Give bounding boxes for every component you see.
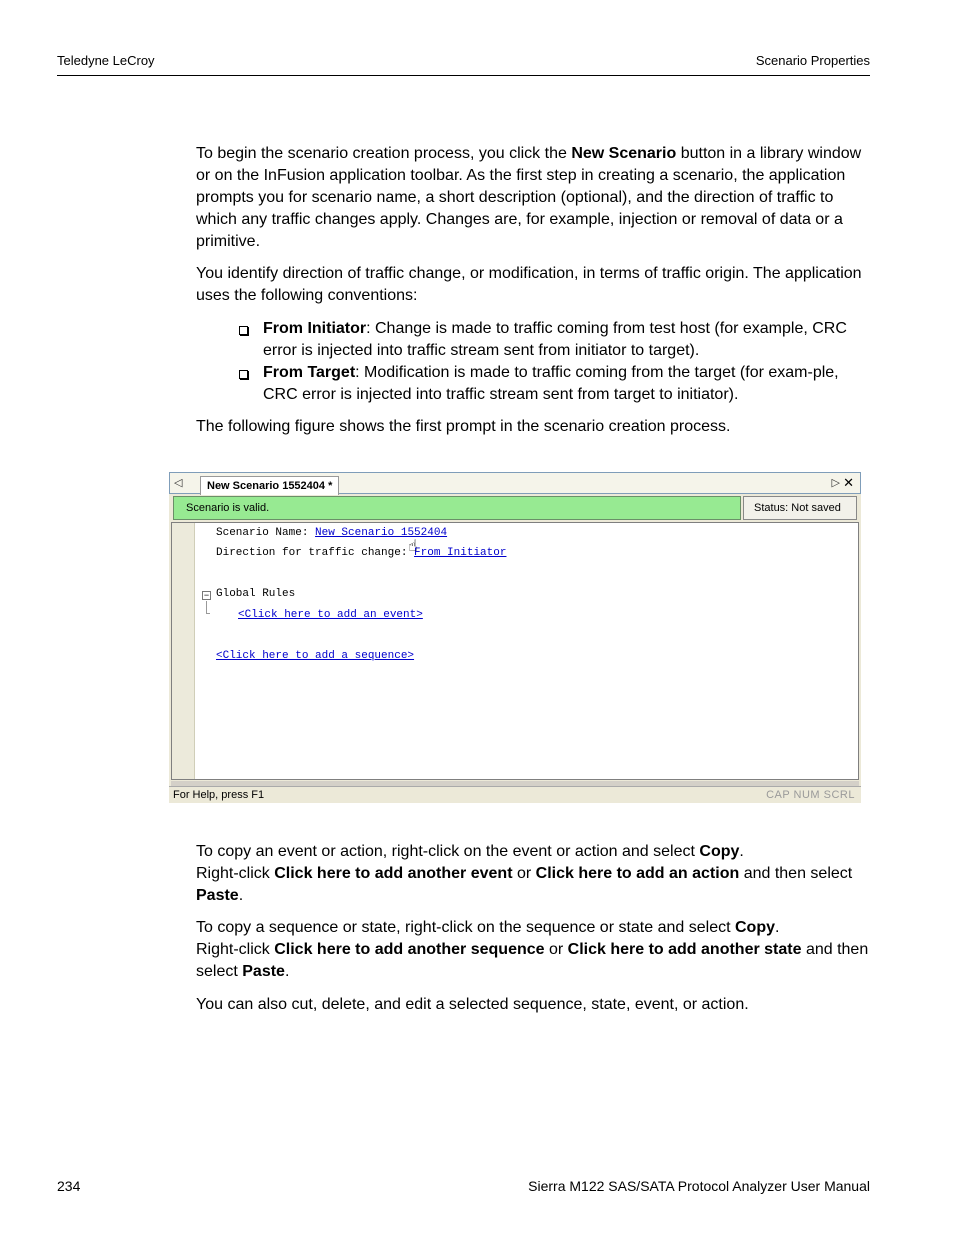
running-header-right: Scenario Properties (755, 53, 870, 68)
intro-paragraph-2 (196, 263, 871, 307)
tree-connector-h (206, 613, 210, 614)
paste-term: Paste (242, 963, 285, 980)
close-icon[interactable]: ✕ (843, 475, 854, 490)
intro-text: To begin the scenario creation process, you click the (196, 145, 572, 162)
bullet-term: From Target (263, 364, 356, 381)
global-rules-node[interactable]: Global Rules (216, 588, 296, 600)
edit-paragraph (196, 994, 871, 1016)
scenario-editor-screenshot (169, 472, 861, 803)
collapse-icon[interactable]: − (203, 590, 210, 600)
hand-pointer-icon: ☝ (408, 538, 418, 555)
header-rule (57, 75, 870, 76)
or-text: or (512, 865, 536, 882)
copy-event-text: To copy an event or action, right-click on the event or action and select (196, 843, 700, 860)
copy-sequence-paragraph (196, 917, 871, 983)
then-text: and then select (196, 941, 869, 980)
copy-term: Copy (699, 843, 740, 860)
tab-scroll-right-icon[interactable]: ▷ (831, 477, 840, 489)
period: . (284, 963, 290, 980)
app-status-bar (169, 786, 861, 803)
figure-intro-text: The following figure shows the first prompt in the scenario creation process. (196, 418, 731, 435)
intro-paragraph-1 (196, 143, 871, 253)
period: . (774, 919, 780, 936)
tab-bar (169, 472, 861, 494)
tab-scroll-left-icon[interactable]: ◁ (174, 477, 183, 489)
copy-event-paragraph (196, 841, 871, 907)
running-header-left: Teledyne LeCroy (57, 53, 155, 68)
then-text: and then select (739, 865, 853, 882)
bullet-term: From Initiator (263, 320, 367, 337)
add-another-state-term: Click here to add another state (567, 941, 802, 958)
save-status: Status: Not saved (743, 496, 857, 520)
add-another-sequence-term: Click here to add another sequence (274, 941, 545, 958)
editor-gutter (172, 523, 195, 779)
conventions-list (237, 318, 867, 406)
or-text: or (544, 941, 568, 958)
direction-line (216, 547, 506, 559)
direction-link[interactable]: From Initiator (414, 547, 507, 559)
intro-text-cont: button in a library window or on the InFusion application toolbar. As the first step in creating a scenario, the application prompts you for scenario name, a short description (optional), and the direction of traffic to which any traffic changes apply. Changes are, for example, injection or removal of data or a primitive. (196, 145, 862, 250)
key-indicators: CAP NUM SCRL (766, 789, 855, 801)
validation-row (171, 496, 859, 521)
conventions-text: You identify direction of traffic change, or modification, in terms of traffic origin. The application uses the following conventions: (196, 265, 862, 304)
list-item (237, 362, 867, 406)
copy-term: Copy (734, 919, 775, 936)
add-another-event-term: Click here to add another event (274, 865, 513, 882)
edit-text: You can also cut, delete, and edit a selected sequence, state, event, or action. (196, 996, 749, 1013)
direction-label: Direction for traffic change: (216, 547, 415, 559)
checkbox-bullet-icon (239, 326, 248, 335)
new-scenario-term: New Scenario (571, 145, 677, 162)
bullet-text: : Change is made to traffic coming from test host (for example, CRC error is injected into traffic stream sent from initiator to target). (263, 320, 847, 359)
right-click-text: Right-click (196, 865, 275, 882)
validation-status: Scenario is valid. (173, 496, 741, 520)
add-action-term: Click here to add an action (535, 865, 740, 882)
scenario-name-link[interactable]: New Scenario 1552404 (315, 527, 448, 539)
add-event-link[interactable]: <Click here to add an event> (238, 609, 423, 621)
help-hint: For Help, press F1 (173, 789, 265, 801)
copy-sequence-text: To copy a sequence or state, right-click on the sequence or state and select (196, 919, 735, 936)
page-number: 234 (57, 1178, 81, 1194)
tab-new-scenario[interactable]: New Scenario 1552404 * (200, 476, 339, 495)
manual-title: Sierra M122 SAS/SATA Protocol Analyzer User Manual (528, 1178, 870, 1194)
figure-intro (196, 416, 871, 438)
list-item (237, 318, 867, 362)
paste-term: Paste (196, 887, 239, 904)
scenario-name-label: Scenario Name: (216, 527, 316, 539)
scenario-editor (171, 522, 859, 780)
period: . (739, 843, 744, 860)
right-click-text: Right-click (196, 941, 275, 958)
period: . (238, 887, 244, 904)
checkbox-bullet-icon (239, 370, 248, 379)
bullet-text: : Modification is made to traffic coming from the target (for exam-ple, CRC error is injected into traffic stream sent from target to initiator). (263, 364, 839, 403)
add-sequence-link[interactable]: <Click here to add a sequence> (216, 650, 415, 662)
